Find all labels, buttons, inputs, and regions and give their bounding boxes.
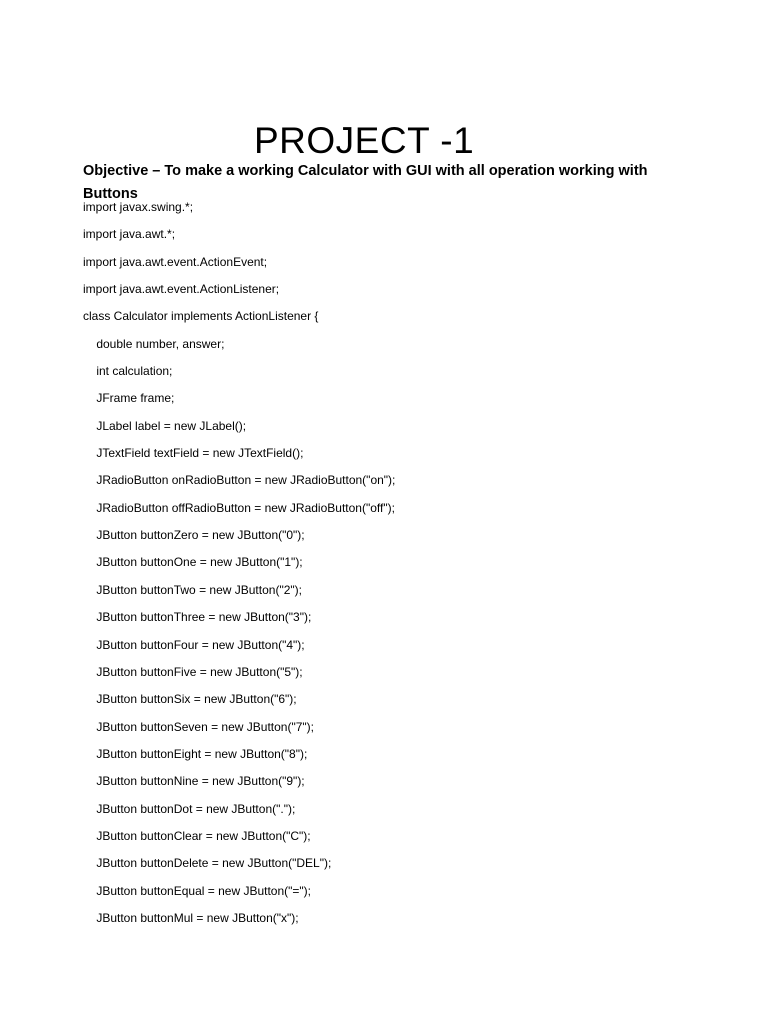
code-line: import java.awt.event.ActionEvent;	[83, 254, 268, 269]
page-title: PROJECT -1	[254, 119, 475, 161]
code-line: JButton buttonNine = new JButton("9");	[83, 774, 305, 789]
code-line: JButton buttonDelete = new JButton("DEL");	[83, 856, 332, 871]
code-line: JButton buttonEight = new JButton("8");	[83, 746, 308, 761]
code-line: import java.awt.event.ActionListener;	[83, 282, 280, 297]
code-line: JFrame frame;	[83, 391, 175, 406]
code-line: class Calculator implements ActionListener {	[83, 309, 319, 324]
code-line: JLabel label = new JLabel();	[83, 418, 247, 433]
code-line: int calculation;	[83, 364, 173, 379]
code-block	[83, 197, 723, 935]
code-line: JButton buttonDot = new JButton(".");	[83, 801, 296, 816]
objective-text: Objective – To make a working Calculator with GUI with all operation working with Buttons	[83, 162, 648, 202]
code-line: JRadioButton onRadioButton = new JRadioButton("on");	[83, 473, 396, 488]
code-line: double number, answer;	[83, 336, 225, 351]
code-line: JButton buttonFive = new JButton("5");	[83, 664, 303, 679]
code-line: JButton buttonSix = new JButton("6");	[83, 692, 297, 707]
code-line: JButton buttonSeven = new JButton("7");	[83, 719, 314, 734]
code-line: JButton buttonClear = new JButton("C");	[83, 828, 311, 843]
code-line: JButton buttonZero = new JButton("0");	[83, 528, 305, 543]
code-line: JTextField textField = new JTextField();	[83, 446, 304, 461]
code-line: JButton buttonThree = new JButton("3");	[83, 610, 312, 625]
code-line: JRadioButton offRadioButton = new JRadioButton("off");	[83, 500, 395, 515]
code-line: import java.awt.*;	[83, 227, 176, 242]
code-line: import javax.swing.*;	[83, 200, 194, 214]
code-line: JButton buttonOne = new JButton("1");	[83, 555, 303, 570]
code-line: JButton buttonFour = new JButton("4");	[83, 637, 305, 652]
code-line: JButton buttonMul = new JButton("x");	[83, 910, 299, 925]
code-line: JButton buttonEqual = new JButton("=");	[83, 883, 311, 898]
code-line: JButton buttonTwo = new JButton("2");	[83, 582, 302, 597]
